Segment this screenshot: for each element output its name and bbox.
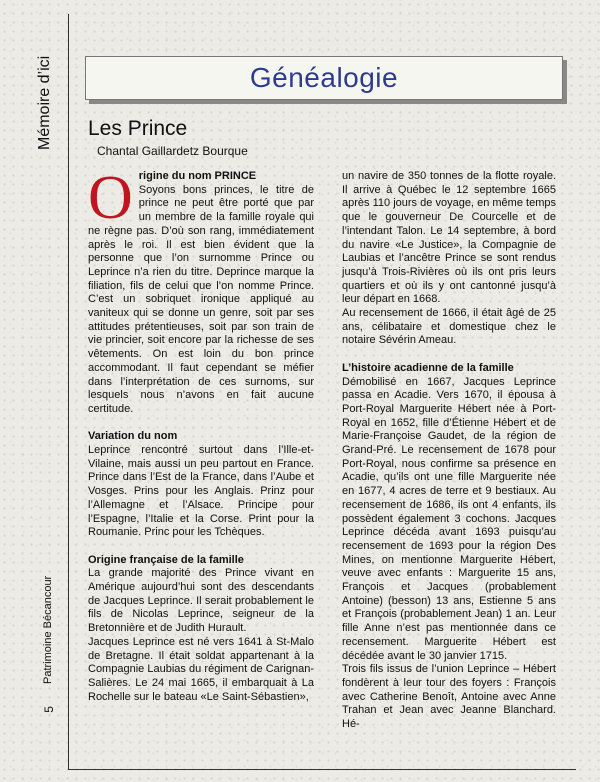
- article-title: Les Prince: [88, 117, 188, 140]
- bottom-rule: [68, 769, 576, 770]
- magazine-name: Mémoire d’ici: [36, 55, 53, 150]
- paragraph: Démobilisé en 1667, Jacques Leprince passa en Acadie. Vers 1670, il épousa à Port-Royal Marguerite Hébert née à Port-Royal en 1652, fille d’Étienne Hébert et de Marie-Françoise Gaudet, de la région de Grand-Pré. Le recensement de 1678 pour Port-Royal, nous confirme sa présence en Acadie, qu’ils ont une fille Marguerite née en 1677, 4 acres de terre et 9 bestiaux. Au recensement de 1686, ils ont 4 enfants, ils possèdent également 3 cochons. Jacques Leprince décéda avant 1693 puisqu’au recensement de 1693 pour la région Des Mines, on mentionne Marguerite Hébert, veuve avec enfants : Marguerite 15 ans, François et Jacques (probablement Antoine) (besson) 13 ans, Estienne 5 ans et François (probablement Jean) 1 an. Leur fille Anne n’est pas mentionnée dans ce recensement. Marguerite Hébert est décédée avant le 30 janvier 1715.: [342, 375, 556, 662]
- paragraph: Jacques Leprince est né vers 1641 à St-Malo de Bretagne. Il était soldat appartenant à la Compagnie Laubias du régiment de Carignan-Salières. Le 24 mai 1665, il embarquait à La Rochelle sur le bateau «Le Saint-Sébastien»,: [88, 635, 314, 703]
- section-title: Généalogie: [249, 62, 399, 93]
- paragraph: La grande majorité des Prince vivant en Amérique aujourd’hui sont des descendants de Jacques Leprince. Il serait probablement le fils de Nicolas Leprince, seigneur de la Bretonnière et de Judith Hurault.: [88, 567, 314, 635]
- paragraph: Au recensement de 1666, il était âgé de 25 ans, célibataire et domestique chez le notaire Sévérin Ameau.: [342, 307, 556, 347]
- paragraph: Trois fils issus de l’union Leprince – Hébert fondèrent à leur tour des foyers : François avec Catherine Benoît, Antoine avec Anne Trahan et Jean avec Jeanne Blanchard. Hé-: [342, 663, 556, 731]
- drop-cap: O: [88, 164, 133, 232]
- column-left: [88, 164, 314, 704]
- page-number: 5: [42, 706, 56, 713]
- section-banner: [85, 56, 563, 100]
- vertical-rule: [68, 14, 69, 769]
- publisher-name: Patrimoine Bécancour: [42, 575, 54, 684]
- heading-origin: rigine du nom PRINCE: [138, 170, 257, 182]
- heading-acadian-history: L’histoire acadienne de la famille: [342, 361, 514, 374]
- paragraph: un navire de 350 tonnes de la flotte royale. Il arrive à Québec le 12 septembre 1665 après 110 jours de voyage, en même temps que le gouverneur De Courcelle et de l’intendant Talon. Le 14 septembre, à bord du navire «Le Justice», la Compagnie de Laubias et l’ancêtre Prince se sont rendus jusqu’à Trois-Rivières où ils ont pris leurs quartiers et où ils y ont cantonné jusqu’à leur départ en 1668.: [342, 170, 556, 306]
- column-right: [342, 170, 556, 732]
- paragraph: Soyons bons princes, le titre de prince ne peut être porté que par un membre de la famille royale qui ne règne pas. D’où son rang, immédiatement après le roi. Il est bien évident que la personne que l’on surnomme Prince ou Leprince n’a rien du titre. Deprince marque la filiation, fils de celui que l’on nomme Prince. C’est un sobriquet ironique appliqué au vaniteux qui se donne un genre, soit par ses attitudes prétentieuses, soit par son train de vie princier, soit encore par la richesse de ses vêtements. On est loin du bon prince accommodant. Il faut cependant se méfier dans l’interprétation de ces surnoms, sur lesquels nous n’avons en fait aucune certitude.: [88, 183, 314, 415]
- paragraph: Leprince rencontré surtout dans l’Ille-et-Vilaine, mais aussi un peu partout en France. Prince dans l’Est de la France, dans l’Aube et Vosges. Prins pour les Anglais. Prinz pour l’Allemagne et l’Alsace. Principe pour l’Espagne, l’Italie et la Corse. Print pour la Roumanie. Princ pour les Tchèques.: [88, 444, 314, 539]
- heading-french-origin: Origine française de la famille: [88, 553, 244, 566]
- heading-variation: Variation du nom: [88, 430, 178, 443]
- article-author: Chantal Gaillardetz Bourque: [97, 144, 248, 158]
